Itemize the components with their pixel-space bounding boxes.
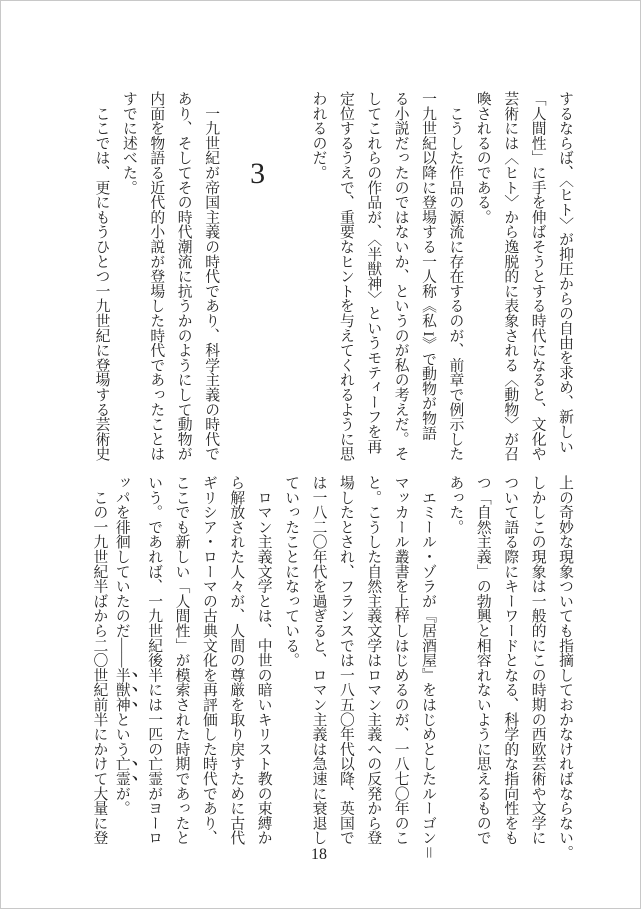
text-segment: つ「自然主義」の勃興と相容れないように思えるもので — [474, 475, 491, 845]
text-segment: 上の奇妙な現象ついても指摘しておかなければならない。 — [557, 475, 573, 860]
text-line — [386, 91, 413, 466]
emphasized-text: 亡霊 — [113, 756, 130, 786]
text-line — [195, 475, 222, 845]
text-segment: ッパを徘徊していたのだ―― — [113, 475, 130, 668]
text-segment: 一九世紀以降に登場する一人称《私 I》で動物が物語 — [420, 91, 437, 441]
text-segment: エミール・ゾラが『居酒屋』をはじめとしたルーゴン＝ — [420, 475, 437, 860]
text-segment: すでに述べた。 — [120, 91, 137, 195]
text-line — [331, 91, 358, 466]
page-number: 18 — [311, 846, 327, 863]
text-line — [304, 91, 331, 466]
text-segment: ロマン主義文学とは、中世の暗いキリスト教の束縛か — [255, 475, 272, 845]
text-line — [551, 475, 578, 860]
text-segment: いう。であれば、一九世紀後半には一匹の亡霊がヨーロ — [146, 475, 163, 845]
text-segment: 場したとされ、フランスでは一八五〇年代以降、英国で — [337, 475, 354, 845]
text-segment: するならば、〈ヒト〉が抑圧からの自由を求め、新しい — [557, 91, 573, 454]
text-line — [115, 91, 142, 466]
text-line — [414, 91, 441, 466]
text-line — [441, 475, 468, 845]
text-line — [277, 475, 304, 845]
text-line — [169, 91, 196, 466]
text-segment: マッカール叢書を上梓しはじめるのが、一八七〇年のこ — [392, 475, 409, 845]
text-segment: してこれらの作品が、〈半獣神〉というモティーフを再 — [365, 91, 382, 454]
text-segment: が。 — [113, 785, 130, 816]
text-segment: と。こうした自然主義文学はロマン主義への反発から登 — [365, 475, 382, 845]
text-segment: ここでも新しい「人間性」が模索された時期であったと — [173, 475, 190, 845]
text-segment: われるのだ。 — [310, 91, 327, 180]
text-segment: ギリシア・ローマの古典文化を再評価した時代であり、 — [200, 475, 217, 845]
text-segment: 一九世紀が帝国主義の時代であり、科学主義の時代で — [203, 91, 220, 461]
text-segment: ここでは、更にもうひとつ一九世紀に登場する芸術史 — [93, 91, 110, 461]
text-segment: この一九世紀半ばから二〇世紀前半にかけて大量に登 — [91, 475, 108, 845]
text-line — [523, 475, 550, 845]
text-line — [468, 91, 495, 466]
text-line — [142, 91, 169, 466]
text-segment: あった。 — [447, 475, 464, 535]
text-segment: あり、そしてその時代潮流に抗うかのようにして動物が — [175, 91, 192, 461]
text-segment: る小説だったのではないか、というのが私の考えだ。そ — [392, 91, 409, 461]
text-line — [441, 91, 468, 466]
text-segment: ら解放された人々が、人間の尊厳を取り戻すために古代 — [228, 475, 245, 845]
text-segment: 芸術には〈ヒト〉から逸脱的に表象される〈動物〉が召 — [502, 91, 519, 461]
text-segment: しかしこの現象は一般的にこの時期の西欧芸術や文学に — [529, 475, 546, 845]
text-line — [414, 475, 441, 860]
text-line — [359, 91, 386, 466]
section-heading: 3 — [250, 157, 266, 190]
text-line — [140, 475, 167, 845]
text-line — [197, 91, 224, 466]
section-heading-column — [224, 91, 304, 466]
text-line — [112, 475, 139, 845]
text-segment: ていったことになっている。 — [283, 475, 300, 668]
text-segment: ついて語る際にキーワードとなる、科学的な指向性をも — [502, 475, 519, 845]
text-segment: こうした作品の源流に存在するのが、前章で例示した — [447, 91, 464, 461]
text-segment: という — [113, 711, 130, 757]
text-line — [359, 475, 386, 845]
text-line — [468, 475, 495, 845]
text-segment: 内面を物語る近代的小説が登場した時代であったことは — [148, 91, 165, 461]
text-line — [249, 475, 276, 845]
emphasized-text: 半獣神 — [113, 667, 130, 712]
text-line — [87, 91, 114, 466]
text-line — [304, 475, 331, 845]
text-line — [496, 475, 523, 845]
text-segment: は一八二〇年代を過ぎると、ロマン主義は急速に衰退し — [310, 475, 327, 845]
text-line — [167, 475, 194, 845]
text-segment: 定位するうえで、重要なヒントを与えてくれるように思 — [337, 91, 354, 461]
text-line — [331, 475, 358, 845]
text-line — [496, 91, 523, 466]
text-line — [386, 475, 413, 845]
text-segment: 「人間性」に手を伸ばそうとする時代になると、文化や — [529, 91, 546, 461]
text-segment: 喚されるのである。 — [474, 91, 491, 225]
top-text-block — [87, 91, 578, 466]
text-line — [222, 475, 249, 845]
text-line — [523, 91, 550, 466]
text-line — [551, 91, 578, 466]
